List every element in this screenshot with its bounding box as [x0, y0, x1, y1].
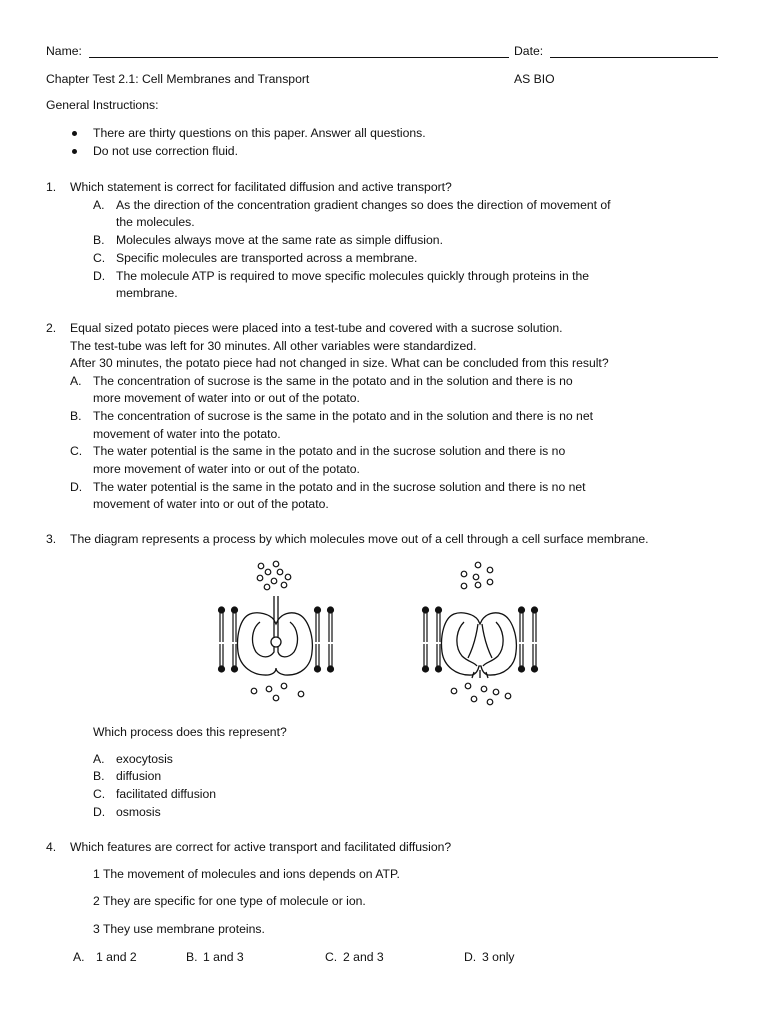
q4-option-text: 1 and 3: [203, 950, 244, 964]
q4-option-letter[interactable]: A.: [73, 950, 85, 964]
q2-option-text: The concentration of sucrose is the same in the potato and in the solution and there is no net: [93, 409, 594, 423]
q2-number: 2.: [46, 321, 57, 335]
bullet-icon: [72, 149, 77, 154]
q1-stem: Which statement is correct for facilitated diffusion and active transport?: [70, 180, 452, 194]
q2-option-letter[interactable]: A.: [70, 374, 82, 388]
q4-statement: 2 They are specific for one type of molecule or ion.: [93, 894, 366, 908]
date-field[interactable]: [550, 46, 718, 58]
date-label: Date:: [514, 44, 544, 58]
q1-option-text: The molecule ATP is required to move specific molecules quickly through proteins in the: [116, 269, 590, 283]
subject-label: AS BIO: [514, 72, 555, 86]
q3-option-letter[interactable]: A.: [93, 752, 105, 766]
q4-number: 4.: [46, 840, 57, 854]
q3-number: 3.: [46, 532, 57, 546]
membrane-diagram-right: [416, 558, 546, 710]
q3-option-text: facilitated diffusion: [116, 787, 217, 801]
q3-option-text: osmosis: [116, 805, 161, 819]
q4-option-letter[interactable]: B.: [186, 950, 198, 964]
q2-option-text: The concentration of sucrose is the same in the potato and in the solution and there is no: [93, 374, 573, 388]
q3-option-text: exocytosis: [116, 752, 173, 766]
q3-option-letter[interactable]: C.: [93, 787, 106, 801]
q1-option-letter[interactable]: A.: [93, 198, 105, 212]
q4-option-text: 1 and 2: [96, 950, 137, 964]
name-label: Name:: [46, 44, 82, 58]
q4-option-letter[interactable]: D.: [464, 950, 477, 964]
q2-option-letter[interactable]: C.: [70, 444, 83, 458]
q2-option-text: The water potential is the same in the potato and in the sucrose solution and there is no net: [93, 480, 586, 494]
q2-option-text: The water potential is the same in the potato and in the sucrose solution and there is no: [93, 444, 566, 458]
q4-option-text: 3 only: [482, 950, 515, 964]
q1-option-letter[interactable]: D.: [93, 269, 106, 283]
q2-option-text: more movement of water into or out of the potato.: [93, 462, 360, 476]
name-field[interactable]: [89, 46, 509, 58]
instructions-heading: General Instructions:: [46, 98, 159, 112]
bullet-icon: [72, 131, 77, 136]
q1-option-text: As the direction of the concentration gradient changes so does the direction of movement of: [116, 198, 611, 212]
q1-option-text: Specific molecules are transported across a membrane.: [116, 251, 418, 265]
q3-option-text: diffusion: [116, 769, 162, 783]
q1-option-letter[interactable]: B.: [93, 233, 105, 247]
q3-option-letter[interactable]: B.: [93, 769, 105, 783]
q4-statement: 3 They use membrane proteins.: [93, 922, 265, 936]
instruction-item: There are thirty questions on this paper. Answer all questions.: [93, 126, 426, 140]
q2-stem-line: After 30 minutes, the potato piece had not changed in size. What can be concluded from this result?: [70, 356, 609, 370]
q2-option-text: more movement of water into or out of the potato.: [93, 391, 360, 405]
q2-stem-line: Equal sized potato pieces were placed into a test-tube and covered with a sucrose solution.: [70, 321, 563, 335]
q4-option-text: 2 and 3: [343, 950, 384, 964]
q3-option-letter[interactable]: D.: [93, 805, 106, 819]
q1-option-letter[interactable]: C.: [93, 251, 106, 265]
q3-stem: The diagram represents a process by which molecules move out of a cell through a cell surface membrane.: [70, 532, 649, 546]
test-title: Chapter Test 2.1: Cell Membranes and Transport: [46, 72, 310, 86]
q1-option-text: Molecules always move at the same rate as simple diffusion.: [116, 233, 443, 247]
q2-stem-line: The test-tube was left for 30 minutes. All other variables were standardized.: [70, 339, 477, 353]
q4-statement: 1 The movement of molecules and ions depends on ATP.: [93, 867, 400, 881]
q2-option-text: movement of water into the potato.: [93, 427, 281, 441]
q1-option-text: the molecules.: [116, 215, 195, 229]
q4-option-letter[interactable]: C.: [325, 950, 338, 964]
q2-option-letter[interactable]: B.: [70, 409, 82, 423]
q2-option-letter[interactable]: D.: [70, 480, 83, 494]
q4-stem: Which features are correct for active transport and facilitated diffusion?: [70, 840, 452, 854]
membrane-diagram-left: [212, 558, 342, 706]
q1-option-text: membrane.: [116, 286, 178, 300]
q2-option-text: movement of water into or out of the potato.: [93, 497, 329, 511]
q1-number: 1.: [46, 180, 57, 194]
instruction-item: Do not use correction fluid.: [93, 144, 238, 158]
q3-prompt: Which process does this represent?: [93, 725, 287, 739]
